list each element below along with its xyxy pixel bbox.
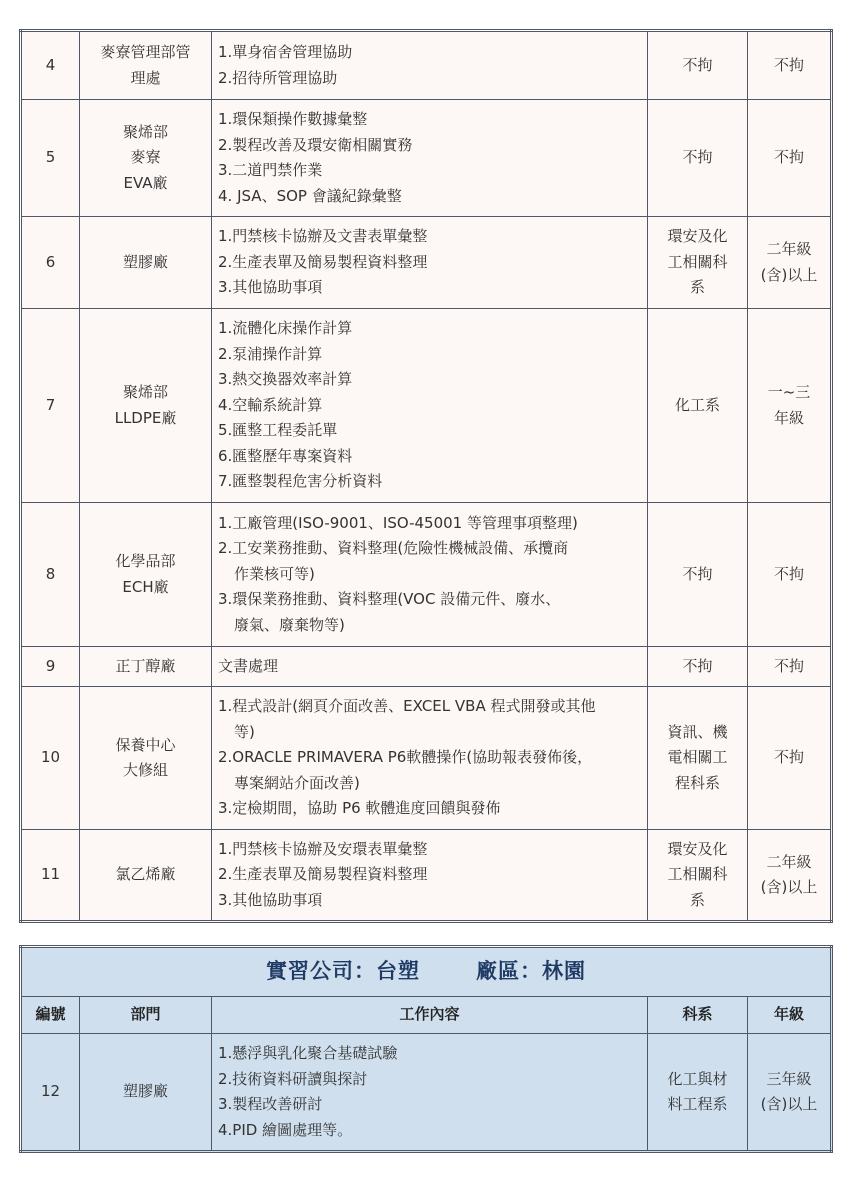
header-no: 編號: [21, 997, 80, 1034]
department-line: 大修組: [122, 761, 168, 779]
row-number: 10: [21, 687, 80, 830]
department-line: LLDPE廠: [114, 408, 177, 427]
major-line: 系: [689, 890, 705, 909]
header-work: 工作內容: [212, 997, 648, 1034]
grade-line: 年級: [773, 408, 804, 427]
major-line: 化工與材: [667, 1069, 728, 1088]
department-line: 正丁醇廠: [115, 656, 176, 675]
work-item: 1.門禁核卡協辦及安環表單彙整: [218, 839, 428, 858]
table-body: [21, 1034, 832, 1152]
work-item: 3.環保業務推動、資料整理(VOC 設備元件、廢水、: [218, 590, 561, 609]
major-cell: [648, 830, 748, 922]
grade-cell: [748, 830, 832, 922]
major-cell: [648, 1034, 748, 1152]
table-body: [21, 31, 832, 922]
table-row: [21, 503, 832, 647]
major-line: 資訊、機: [667, 722, 728, 741]
grade-line: 不拘: [773, 564, 804, 583]
work-item: 1.門禁核卡協辦及文書表單彙整: [218, 227, 428, 246]
department-line: 保養中心: [115, 735, 176, 754]
header-dept: 部門: [80, 997, 212, 1034]
work-content-cell: [212, 31, 648, 100]
work-item: 3.定檢期間，協助 P6 軟體進度回饋與發佈: [218, 799, 501, 818]
row-number: 12: [21, 1034, 80, 1152]
grade-line: 一~三: [767, 383, 811, 401]
work-item: 3.其他協助事項: [218, 278, 323, 297]
row-number: 11: [21, 830, 80, 922]
work-item: 2.生產表單及簡易製程資料整理: [218, 865, 428, 884]
grade-cell: [748, 31, 832, 100]
major-cell: [648, 217, 748, 309]
work-item: 2.製程改善及環安衛相關實務: [218, 135, 413, 154]
work-content-cell: [212, 687, 648, 830]
major-cell: [648, 31, 748, 100]
table-row: [21, 647, 832, 687]
table-row: [21, 100, 832, 217]
internship-table-linyuan: [19, 945, 833, 1153]
department-line: 氯乙烯廠: [115, 865, 176, 884]
major-line: 環安及化: [667, 227, 728, 246]
major-line: 不拘: [682, 148, 713, 167]
work-item: 2.ORACLE PRIMAVERA P6軟體操作(協助報表發佈後，: [218, 748, 593, 767]
major-line: 系: [689, 278, 705, 297]
department-line: 聚烯部: [122, 122, 168, 141]
grade-line: (含)以上: [760, 1095, 818, 1113]
row-number: 6: [21, 217, 80, 309]
grade-line: 二年級: [766, 852, 812, 871]
work-item: 等): [234, 722, 255, 741]
work-item: 3.二道門禁作業: [218, 161, 323, 179]
grade-line: (含)以上: [760, 878, 818, 896]
work-item: 專案網站介面改善): [234, 773, 360, 792]
department-line: 塑膠廠: [122, 252, 168, 271]
department-line: 麥寮管理部管: [100, 43, 191, 61]
work-item: 2.技術資料研讀與探討: [218, 1069, 368, 1088]
row-number: 4: [21, 31, 80, 100]
work-content-cell: [212, 309, 648, 503]
work-item: 7.匯整製程危害分析資料: [218, 472, 383, 491]
major-line: 不拘: [682, 656, 713, 675]
header-major: 科系: [648, 997, 748, 1034]
department-line: 塑膠廠: [122, 1082, 168, 1101]
department-line: 理處: [130, 68, 161, 87]
department-line: 化學品部: [115, 552, 176, 570]
major-line: 化工系: [674, 395, 720, 414]
work-item: 廢氣、廢棄物等): [234, 615, 345, 634]
company-title-row: [21, 947, 832, 997]
department-cell: [80, 31, 212, 100]
grade-cell: [748, 647, 832, 687]
company-title: [21, 947, 832, 997]
work-content-cell: [212, 100, 648, 217]
major-line: 工相關科: [667, 252, 728, 271]
grade-line: 不拘: [773, 748, 804, 767]
work-item: 3.熱交換器效率計算: [218, 370, 353, 389]
department-cell: [80, 830, 212, 922]
department-cell: [80, 503, 212, 647]
major-line: 不拘: [682, 564, 713, 583]
company-label: 實習公司：台塑: [266, 959, 421, 984]
work-item: 6.匯整歷年專案資料: [218, 446, 353, 465]
table-row: [21, 309, 832, 503]
table-row: [21, 830, 832, 922]
work-item: 1.單身宿舍管理協助: [218, 43, 353, 61]
row-number: 9: [21, 647, 80, 687]
work-item: 5.匯整工程委託單: [218, 421, 338, 440]
grade-line: 不拘: [773, 148, 804, 167]
grade-cell: [748, 309, 832, 503]
grade-line: 二年級: [766, 240, 812, 258]
internship-table-continued: [19, 29, 833, 923]
work-content-cell: [212, 503, 648, 647]
major-line: 電相關工: [667, 748, 728, 767]
work-item: 2.泵浦操作計算: [218, 344, 323, 363]
major-cell: [648, 687, 748, 830]
major-cell: [648, 503, 748, 647]
work-item: 3.製程改善研討: [218, 1095, 323, 1113]
header-grade: 年級: [748, 997, 832, 1034]
table-row: [21, 687, 832, 830]
grade-cell: [748, 1034, 832, 1152]
major-cell: [648, 100, 748, 217]
table-row: [21, 217, 832, 309]
work-item: 4.PID 繪圖處理等。: [218, 1120, 353, 1139]
header-row: [21, 997, 832, 1034]
work-item: 2.生產表單及簡易製程資料整理: [218, 252, 428, 271]
grade-line: (含)以上: [760, 265, 818, 284]
work-item: 4. JSA、SOP 會議紀錄彙整: [218, 186, 402, 205]
work-item: 1.程式設計(網頁介面改善、EXCEL VBA 程式開發或其他: [218, 697, 596, 716]
major-line: 程科系: [674, 773, 720, 792]
work-item: 文書處理: [218, 656, 279, 675]
department-cell: [80, 647, 212, 687]
work-item: 1.流體化床操作計算: [218, 319, 353, 338]
row-number: 8: [21, 503, 80, 647]
work-item: 2.招待所管理協助: [218, 68, 338, 87]
work-content-cell: [212, 830, 648, 922]
department-cell: [80, 217, 212, 309]
work-item: 1.懸浮與乳化聚合基礎試驗: [218, 1044, 398, 1062]
major-line: 不拘: [682, 55, 713, 74]
table-row: [21, 1034, 832, 1152]
work-item: 4.空輸系統計算: [218, 395, 323, 414]
work-content-cell: [212, 1034, 648, 1152]
department-line: EVA廠: [123, 173, 168, 192]
work-item: 1.工廠管理(ISO-9001、ISO-45001 等管理事項整理): [218, 513, 578, 532]
table-row: [21, 31, 832, 100]
department-line: ECH廠: [122, 577, 169, 596]
row-number: 7: [21, 309, 80, 503]
work-item: 3.其他協助事項: [218, 890, 323, 909]
work-item: 作業核可等): [234, 564, 315, 583]
major-cell: [648, 309, 748, 503]
department-cell: [80, 100, 212, 217]
grade-cell: [748, 217, 832, 309]
grade-cell: [748, 100, 832, 217]
row-number: 5: [21, 100, 80, 217]
major-line: 料工程系: [667, 1095, 728, 1113]
department-line: 麥寮: [130, 148, 161, 167]
grade-line: 三年級: [766, 1069, 812, 1088]
work-item: 2.工安業務推動、資料整理(危險性機械設備、承攬商: [218, 539, 569, 558]
work-content-cell: [212, 647, 648, 687]
department-cell: [80, 687, 212, 830]
work-item: 1.環保類操作數據彙整: [218, 110, 368, 128]
department-line: 聚烯部: [122, 383, 168, 401]
major-line: 工相關科: [667, 865, 728, 884]
major-line: 環安及化: [667, 839, 728, 858]
work-content-cell: [212, 217, 648, 309]
grade-line: 不拘: [773, 656, 804, 675]
department-cell: [80, 1034, 212, 1152]
department-cell: [80, 309, 212, 503]
site-label: 廠區：林園: [476, 959, 587, 984]
grade-line: 不拘: [773, 55, 804, 74]
major-cell: [648, 647, 748, 687]
grade-cell: [748, 687, 832, 830]
grade-cell: [748, 503, 832, 647]
